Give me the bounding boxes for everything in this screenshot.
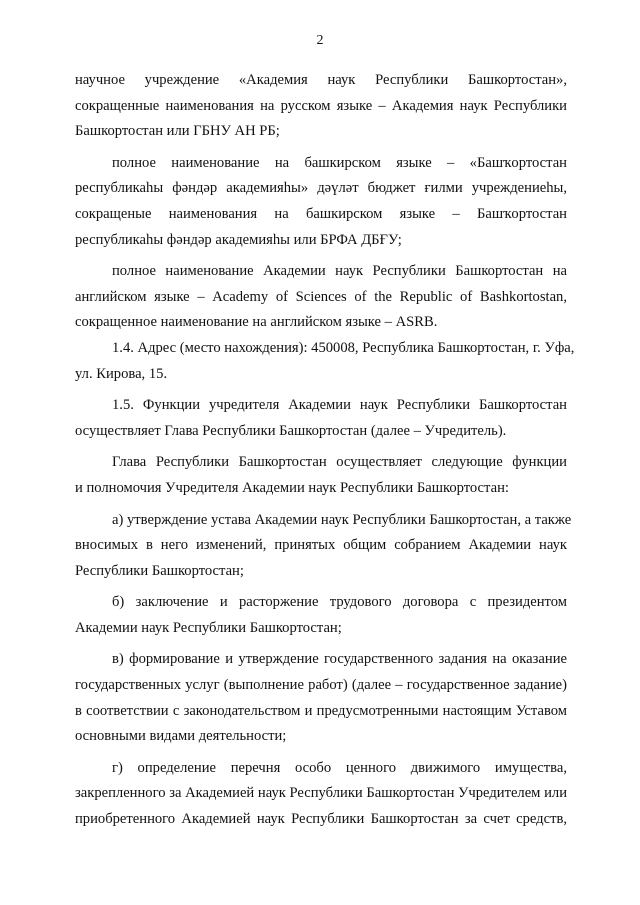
text-line: полное наименование Академии наук Республики Башкортостан на: [112, 263, 567, 280]
text-line: полное наименование на башкирском языке – «Башҡортостан: [112, 154, 567, 171]
text-line: закрепленного за Академией наук Республики Башкортостан Учредителем или: [75, 785, 567, 802]
text-line: сокращенные наименования на русском языке – Академия наук Республики: [75, 97, 567, 114]
text-line: Академии наук Республики Башкортостан;: [75, 619, 342, 636]
text-line: Башкортостан или ГБНУ АН РБ;: [75, 123, 280, 140]
text-line: в соответствии с законодательством и предусмотренными настоящим Уставом: [75, 702, 567, 719]
text-line: ул. Кирова, 15.: [75, 365, 168, 382]
paragraph-item-v: [75, 647, 567, 749]
text-line: сокращеные наименования на башкирском языке – Башҡортостан: [75, 205, 567, 222]
text-line: государственных услуг (выполнение работ) (далее – государственное задание): [75, 677, 567, 694]
text-line: 1.4. Адрес (место нахождения): 450008, Республика Башкортостан, г. Уфа,: [112, 339, 575, 356]
text-line: научное учреждение «Академия наук Республики Башкортостан»,: [75, 72, 567, 88]
text-line: сокращенное наименование на английском языке – ASRB.: [75, 314, 438, 331]
paragraph-names-ba: [75, 151, 567, 253]
text-line: б) заключение и расторжение трудового договора с президентом: [112, 594, 567, 611]
paragraph-names-ru: [75, 68, 567, 145]
text-line: и полномочия Учредителя Академии наук Республики Башкортостан:: [75, 479, 509, 496]
paragraph-head-functions: [75, 450, 567, 501]
paragraph-item-a: [75, 508, 572, 585]
text-line: 1.5. Функции учредителя Академии наук Республики Башкортостан: [112, 397, 567, 414]
text-line: а) утверждение устава Академии наук Республики Башкортостан, а также: [112, 511, 572, 528]
paragraph-names-en: [75, 259, 567, 336]
text-line: вносимых в него изменений, принятых общим собранием Академии наук: [75, 537, 567, 554]
paragraph-item-g: [75, 756, 567, 833]
paragraph-address: [75, 336, 575, 387]
text-line: английском языке – Academy of Sciences of the Republic of Bashkortostan,: [75, 288, 567, 305]
text-line: Глава Республики Башкортостан осуществляет следующие функции: [112, 454, 567, 471]
text-line: республикаһы фәндәр академияһы или БРФА ДБҒУ;: [75, 231, 402, 248]
paragraph-founder: [75, 393, 567, 444]
paragraph-item-b: [75, 590, 567, 641]
text-line: приобретенного Академией наук Республики Башкортостан за счет средств,: [75, 811, 567, 828]
text-line: г) определение перечня особо ценного движимого имущества,: [112, 759, 567, 776]
text-line: Республики Башкортостан;: [75, 562, 244, 579]
text-line: осуществляет Глава Республики Башкортостан (далее – Учредитель).: [75, 422, 507, 439]
page-number: 2: [316, 33, 324, 48]
text-line: основными видами деятельности;: [75, 728, 287, 745]
text-line: республикаһы фәндәр академияһы» дәүләт бюджет ғилми учреждениеһы,: [75, 180, 567, 197]
document-body: [75, 68, 575, 833]
text-line: в) формирование и утверждение государственного задания на оказание: [112, 651, 567, 668]
